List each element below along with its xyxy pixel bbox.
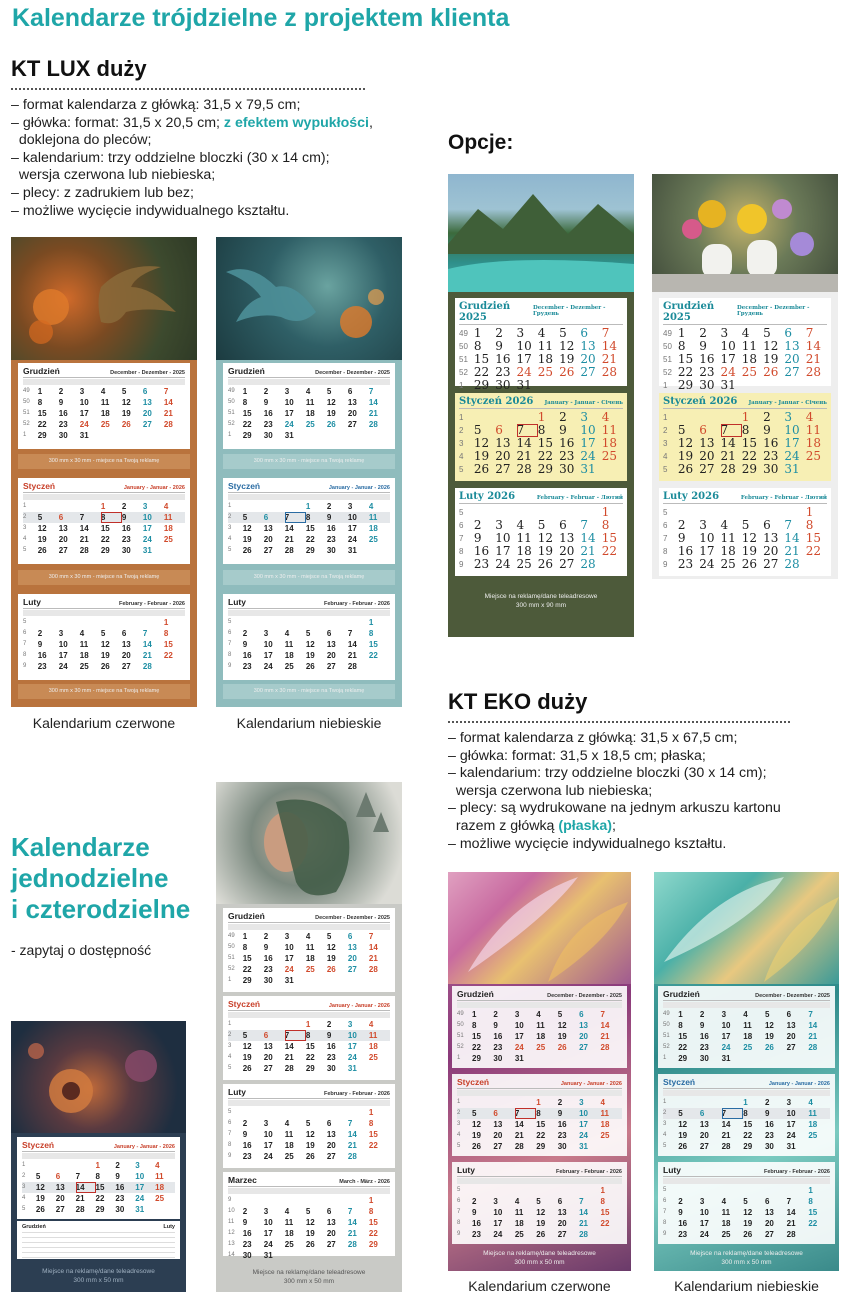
- hummingbird-photo: [216, 237, 402, 360]
- month-header: Grudzień December - Dezember - 2025: [228, 911, 390, 921]
- month-header: Luty February - Februar - 2026: [457, 1165, 622, 1175]
- month-header: Grudzień 2025 December - Dezember - Грудень: [459, 301, 623, 325]
- feathers-photo: [448, 872, 631, 984]
- month-header: Styczeń 2026 January - Januar - Січень: [663, 396, 827, 407]
- month-sheet-jan: Styczeń January - Januar - 2026 1 1 2 3 4 2 5 6 7 8 9 10 11 3 12 13 14 15 16 17 18 4 19 20 21 22 23 24 25 5 26 27 28 29 30 31: [223, 478, 395, 564]
- option-calendar-white: [652, 174, 838, 579]
- month-sheet-jan: Styczeń 2026 January - Januar - Січень 1 1 2 3 4 2 5 6 7 8 9 10 11 3 12 13 14 15 16 17 18 4 19 20 21 22 23 24 25 5 26 27 28 29 30 31: [659, 393, 831, 481]
- woman-portrait-icon: [216, 782, 402, 904]
- ad-strip: 300 mm x 30 mm - miejsce na Twoją reklamę: [223, 684, 395, 699]
- month-header: Styczeń January - Januar - 2026: [23, 481, 185, 491]
- hummingbird-icon: [216, 237, 402, 360]
- spec-line: – główka: format: 31,5 x 20,5 cm; z efektem wypukłości,: [11, 114, 373, 131]
- feathers-photo: [654, 872, 839, 984]
- month-sheet-feb: Luty February - Februar - 2026 5 1 6 2 3 4 5 6 7 8 7 9 10 11 12 13 14 15 8 16 17 18 19 20 21 22 9 23 24 25 26 27 28: [452, 1162, 627, 1244]
- month-header: Styczeń January - Januar - 2026: [663, 1077, 830, 1087]
- month-header: Luty February - Februar - 2026: [228, 597, 390, 607]
- kt-eko-title: KT EKO duży: [448, 689, 588, 714]
- month-sheet-jan: Styczeń January - Januar - 2026 1 1 2 3 4 2 5 6 7 8 9 10 11 3 12 13 14 15 16 17 18 4 19 20 21 22 23 24 25 5 26 27 28 29 30 31: [223, 996, 395, 1080]
- month-sheet-jan: Styczeń January - Januar - 2026 1 1 2 3 4 2 5 6 7 8 9 10 11 3 12 13 14 15 16 17 18 4 19 20 21 22 23 24 25 5 26 27 28 29 30 31: [658, 1074, 835, 1156]
- caption-red: Kalendarium czerwone: [468, 1278, 611, 1294]
- month-header: Styczeń January - Januar - 2026: [228, 481, 390, 491]
- month-header: Luty February - Februar - 2026: [228, 1087, 390, 1097]
- ad-strip: 300 mm x 30 mm - miejsce na Twoją reklamę: [223, 454, 395, 469]
- month-header: Luty 2026 February - Februar - Лютий: [663, 491, 827, 502]
- dark-flowers-photo: [11, 1021, 186, 1133]
- month-header: Grudzień December - Dezember - 2025: [457, 989, 622, 999]
- spec-line: – format kalendarza z główką: 31,5 x 67,5 cm;: [448, 730, 738, 746]
- month-header: Luty 2026 February - Februar - Лютий: [459, 491, 623, 502]
- eko-red-calendar: [448, 872, 631, 1271]
- month-sheet-dec: Grudzień 2025 December - Dezember - Грудень 49 1 2 3 4 5 6 7 50 8 9 10 11 12 13 14 51 15 16 17 18 19 20 21 52 22 23 24 25 26 27 28 1 29 30 31: [455, 298, 627, 386]
- four-part-calendar: [216, 782, 402, 1292]
- spec-line: – możliwe wycięcie indywidualnego kształtu.: [448, 835, 727, 852]
- month-sheet-jan: Styczeń January - Januar - 2026 1 1 2 3 4 2 5 6 7 8 9 10 11 3 12 13 14 15 16 17 18 4 19 20 21 22 23 24 25 5 26 27 28 29 30 31: [17, 1137, 180, 1219]
- spec-line: – główka: format: 31,5 x 18,5 cm; płaska;: [448, 747, 706, 764]
- ad-note: Miejsce na reklamę/dane teleadresowe 300 mm x 50 mm: [690, 1250, 803, 1266]
- mountain-icon: [448, 174, 634, 292]
- ad-note: Miejsce na reklamę/dane teleadresowe 300 mm x 50 mm: [42, 1268, 155, 1284]
- month-sheet-mar: Marzec March - März - 2026 9 1 10 2 3 4 5 6 7 8 11 9 10 11 12 13 14 15 12 16 17 18 19 20 21 22 13 23 24 25 26 27 28 29 14 30 31: [223, 1172, 395, 1256]
- month-sheet-dec: Grudzień December - Dezember - 2025 49 1 2 3 4 5 6 7 50 8 9 10 11 12 13 14 51 15 16 17 18 19 20 21 52 22 23 24 25 26 27 28 1 29 30 31: [18, 363, 190, 449]
- spec-line: doklejona do pleców;: [11, 132, 152, 149]
- month-sheet-feb: Luty February - Februar - 2026 5 1 6 2 3 4 5 6 7 8 7 9 10 11 12 13 14 15 8 16 17 18 19 20 21 22 9 23 24 25 26 27 28: [223, 594, 395, 680]
- caption-blue: Kalendarium niebieskie: [236, 715, 382, 731]
- month-header: Grudzień December - Dezember - 2025: [663, 989, 830, 999]
- single-four-part-title: Kalendarze jednodzielne i czterodzielne: [11, 832, 191, 924]
- month-sheet-jan: Styczeń 2026 January - Januar - Січень 1 1 2 3 4 2 5 6 7 8 9 10 11 3 12 13 14 15 16 17 18 4 19 20 21 22 23 24 25 5 26 27 28 29 30 31: [455, 393, 627, 481]
- flower-icon: [11, 1021, 186, 1133]
- spec-line: – możliwe wycięcie indywidualnego kształtu.: [11, 202, 290, 219]
- month-header: Luty February - Februar - 2026: [23, 597, 185, 607]
- ad-note: Miejsce na reklamę/dane teleadresowe 300 mm x 50 mm: [483, 1250, 596, 1266]
- month-header: Styczeń 2026 January - Januar - Січень: [459, 396, 623, 407]
- kt-lux-title: KT LUX duży: [11, 56, 147, 81]
- ad-note: Miejsce na reklamę/dane teleadresowe 300 mm x 90 mm: [484, 593, 598, 609]
- month-header: Marzec March - März - 2026: [228, 1175, 390, 1185]
- month-sheet-dec: Grudzień December - Dezember - 2025 49 1 2 3 4 5 6 7 50 8 9 10 11 12 13 14 51 15 16 17 18 19 20 21 52 22 23 24 25 26 27 28 1 29 30 31: [452, 986, 627, 1068]
- month-sheet-dec: Grudzień December - Dezember - 2025 49 1 2 3 4 5 6 7 50 8 9 10 11 12 13 14 51 15 16 17 18 19 20 21 52 22 23 24 25 26 27 28 1 29 30 31: [223, 363, 395, 449]
- lux-blue-calendar: [216, 237, 402, 707]
- month-sheet-jan: Styczeń January - Januar - 2026 1 1 2 3 4 2 5 6 7 8 9 10 11 3 12 13 14 15 16 17 18 4 19 20 21 22 23 24 25 5 26 27 28 29 30 31: [452, 1074, 627, 1156]
- ad-strip: 300 mm x 30 mm - miejsce na Twoją reklamę: [223, 570, 395, 585]
- month-sheet-jan: Styczeń January - Januar - 2026 1 1 2 3 4 2 5 6 7 8 9 10 11 3 12 13 14 15 16 17 18 4 19 20 21 22 23 24 25 5 26 27 28 29 30 31: [18, 478, 190, 564]
- month-header: Grudzień 2025 December - Dezember - Грудень: [663, 301, 827, 325]
- spec-line: – kalendarium: trzy oddzielne bloczki (30 x 14 cm);: [448, 765, 767, 782]
- divider: [448, 721, 790, 723]
- feather-icon: [448, 872, 631, 984]
- feather-icon: [654, 872, 839, 984]
- caption-blue: Kalendarium niebieskie: [674, 1278, 819, 1294]
- caption-red: Kalendarium czerwone: [32, 715, 176, 731]
- month-header: Styczeń January - Januar - 2026: [457, 1077, 622, 1087]
- month-header: Styczeń January - Januar - 2026: [228, 999, 390, 1009]
- flowers-icon: [652, 174, 838, 292]
- spec-line: – plecy: z zadrukiem lub bez;: [11, 184, 194, 201]
- kt-eko-specs: [448, 730, 781, 853]
- month-header: Luty February - Februar - 2026: [663, 1165, 830, 1175]
- eko-blue-calendar: [654, 872, 839, 1271]
- month-sheet-dec: Grudzień December - Dezember - 2025 49 1 2 3 4 5 6 7 50 8 9 10 11 12 13 14 51 15 16 17 18 19 20 21 52 22 23 24 25 26 27 28 1 29 30 31: [223, 908, 395, 992]
- lux-red-calendar: [11, 237, 197, 707]
- month-sheet-feb: Luty 2026 February - Februar - Лютий 5 1 6 2 3 4 5 6 7 8 7 9 10 11 12 13 14 15 8 16 17 18 19 20 21 22 9 23 24 25 26 27 28: [455, 488, 627, 576]
- month-sheet-dec: Grudzień 2025 December - Dezember - Грудень 49 1 2 3 4 5 6 7 50 8 9 10 11 12 13 14 51 15 16 17 18 19 20 21 52 22 23 24 25 26 27 28 1 29 30 31: [659, 298, 831, 386]
- spec-line: wersja czerwona lub niebieska;: [448, 782, 653, 799]
- ad-strip: 300 mm x 30 mm - miejsce na Twoją reklamę: [18, 454, 190, 469]
- month-header: Styczeń January - Januar - 2026: [22, 1140, 175, 1150]
- spec-line: – plecy: są wydrukowane na jednym arkuszu kartonu: [448, 800, 781, 817]
- spec-line: – format kalendarza z główką: 31,5 x 79,5 cm;: [11, 97, 301, 113]
- ad-strip: 300 mm x 30 mm - miejsce na Twoją reklamę: [18, 684, 190, 699]
- divider: [11, 88, 365, 90]
- spec-line: wersja czerwona lub niebieska;: [11, 167, 216, 184]
- flowers-photo: [652, 174, 838, 292]
- month-sheet-feb: Luty February - Februar - 2026 5 1 6 2 3 4 5 6 7 8 7 9 10 11 12 13 14 15 8 16 17 18 19 20 21 22 9 23 24 25 26 27 28: [223, 1084, 395, 1168]
- spec-line: razem z główką (płaska);: [448, 817, 616, 834]
- ad-note: Miejsce na reklamę/dane teleadresowe 300 mm x 50 mm: [252, 1269, 366, 1285]
- options-title: Opcje:: [448, 131, 514, 154]
- option-calendar-green: [448, 174, 634, 637]
- month-sheet-dec: Grudzień December - Dezember - 2025 49 1 2 3 4 5 6 7 50 8 9 10 11 12 13 14 51 15 16 17 18 19 20 21 52 22 23 24 25 26 27 28 1 29 30 31: [658, 986, 835, 1068]
- month-header: Grudzień December - Dezember - 2025: [228, 366, 390, 376]
- ad-strip: 300 mm x 30 mm - miejsce na Twoją reklamę: [18, 570, 190, 585]
- spec-line: – kalendarium: trzy oddzielne bloczki (30 x 14 cm);: [11, 149, 330, 166]
- single-part-calendar: [11, 1021, 186, 1292]
- month-sheet-feb: Luty February - Februar - 2026 5 1 6 2 3 4 5 6 7 8 7 9 10 11 12 13 14 15 8 16 17 18 19 20 21 22 9 23 24 25 26 27 28: [18, 594, 190, 680]
- hummingbird-photo: [11, 237, 197, 360]
- kt-lux-specs: [11, 97, 373, 220]
- month-sheet-feb: Luty 2026 February - Februar - Лютий 5 1 6 2 3 4 5 6 7 8 7 9 10 11 12 13 14 15 8 16 17 18 19 20 21 22 9 23 24 25 26 27 28: [659, 488, 831, 576]
- month-sheet-feb: Luty February - Februar - 2026 5 1 6 2 3 4 5 6 7 8 7 9 10 11 12 13 14 15 8 16 17 18 19 20 21 22 9 23 24 25 26 27 28: [658, 1162, 835, 1244]
- page-title: Kalendarze trójdzielne z projektem klienta: [12, 4, 510, 32]
- mini-months: Grudzień Luty: [17, 1221, 180, 1259]
- month-header: Grudzień December - Dezember - 2025: [23, 366, 185, 376]
- portrait-photo: [216, 782, 402, 904]
- hummingbird-icon: [11, 237, 197, 360]
- availability-note: - zapytaj o dostępność: [11, 942, 152, 958]
- landscape-photo: [448, 174, 634, 292]
